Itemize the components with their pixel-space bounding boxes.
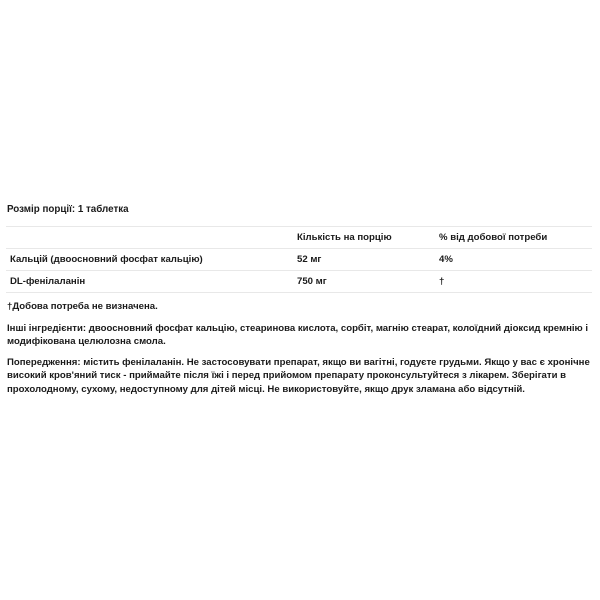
ingredient-name: Кальцій (двоосновний фосфат кальцію)	[6, 249, 293, 271]
ingredient-daily-value: †	[435, 271, 592, 293]
table-row	[6, 249, 592, 271]
ingredient-daily-value: 4%	[435, 249, 592, 271]
header-ingredient	[6, 227, 293, 249]
header-amount-per-serving: Кількість на порцію	[293, 227, 435, 249]
supplement-facts-table	[6, 226, 592, 293]
table-row	[6, 271, 592, 293]
warning-text: Попередження: містить фенілаланін. Не застосовувати препарат, якщо ви вагітні, годуєте грудьми. Якщо у вас є хронічне високий кров'яний тиск - приймайте після їжі і перед прийомом препарату проконсультуйтеся з лікарем. Зберігати в прохолодному, сухому, недоступному для дітей місці. Не використовуйте, якщо друк зламана або відсутній.	[7, 357, 590, 395]
serving-size: Розмір порції: 1 таблетка	[7, 204, 129, 215]
ingredient-amount: 52 мг	[293, 249, 435, 271]
other-ingredients: Інші інгредієнти: двоосновний фосфат кальцію, стеаринова кислота, сорбіт, магнію стеарат, колоїдний діоксид кремнію і модифікована целюлозна смола.	[7, 323, 589, 348]
table-header-row	[6, 227, 592, 249]
header-daily-value: % від добової потреби	[435, 227, 592, 249]
ingredient-amount: 750 мг	[293, 271, 435, 293]
ingredient-name: DL-фенілаланін	[6, 271, 293, 293]
daily-value-footnote: †Добова потреба не визначена.	[7, 301, 158, 312]
